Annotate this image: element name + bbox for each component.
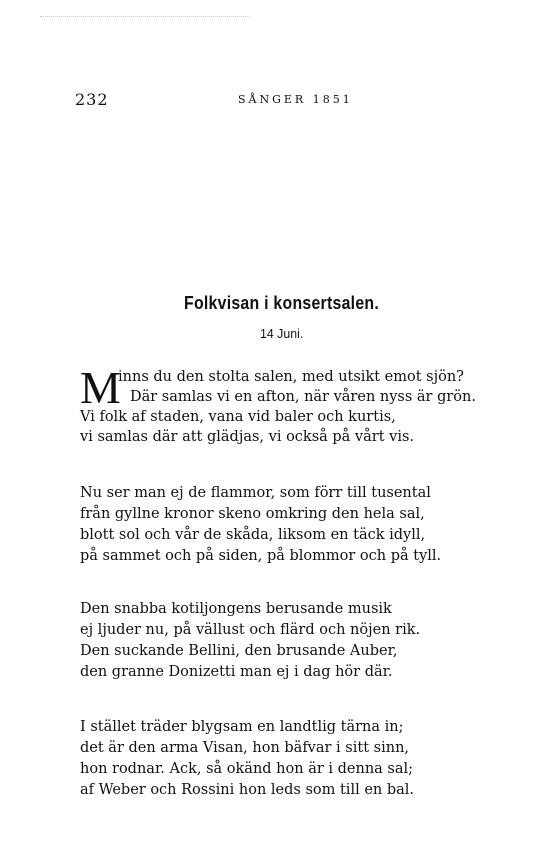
- scan-artifact: [40, 16, 250, 21]
- stanza-line: det är den arma Visan, hon bäfvar i sitt sinn,: [80, 740, 410, 756]
- stanza-line: Den snabba kotiljongens berusande musik: [80, 601, 392, 617]
- poem-title: Folkvisan i konsertsalen.: [184, 293, 380, 313]
- drop-cap: M: [80, 362, 121, 413]
- poem-date: 14 Juni.: [260, 326, 304, 341]
- stanza-line: ej ljuder nu, på vällust och flärd och nöjen rik.: [80, 622, 421, 638]
- stanza-line: inns du den stolta salen, med utsikt emot sjön?: [118, 369, 464, 385]
- stanza-line: Den suckande Bellini, den brusande Auber,: [80, 643, 398, 659]
- running-head: SÅNGER 1851: [238, 93, 353, 106]
- stanza-line: på sammet och på siden, på blommor och på tyll.: [80, 548, 442, 564]
- stanza-line: Där samlas vi en afton, när våren nyss är grön.: [130, 389, 476, 405]
- page-number: 232: [75, 90, 109, 109]
- stanza-line: hon rodnar. Ack, så okänd hon är i denna sal;: [80, 761, 414, 777]
- stanza-line: af Weber och Rossini hon leds som till en bal.: [80, 782, 415, 798]
- stanza-line: blott sol och vår de skåda, liksom en täck idyll,: [80, 527, 426, 543]
- stanza-line: från gyllne kronor skeno omkring den hela sal,: [80, 506, 425, 522]
- stanza-line: Vi folk af staden, vana vid baler och kurtis,: [80, 409, 396, 425]
- stanza-line: I stället träder blygsam en landtlig tärna in;: [80, 719, 404, 735]
- stanza-line: vi samlas där att glädjas, vi också på vårt vis.: [80, 429, 415, 445]
- stanza-line: Nu ser man ej de flammor, som förr till tusental: [80, 485, 431, 501]
- stanza-line: den granne Donizetti man ej i dag hör där.: [80, 664, 393, 680]
